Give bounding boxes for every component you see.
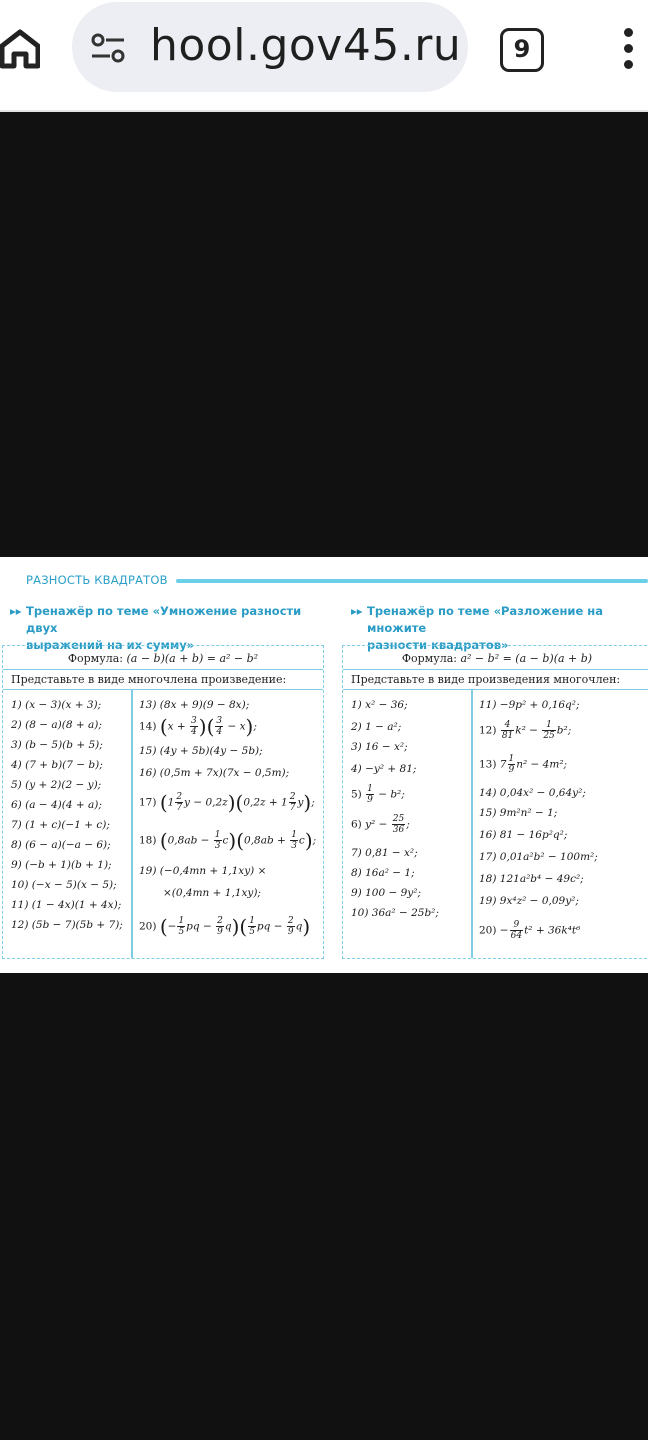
right-heading-line1: Тренажёр по теме «Разложение на множите (367, 604, 603, 635)
list-item: 13) 7 $\frac{1}{9}$ n² − 4m²; (479, 754, 568, 775)
home-icon[interactable] (0, 26, 40, 70)
list-item: 11) (1 − 4x)(1 + 4x); (11, 899, 122, 911)
list-item: 17) (1 $\frac{2}{7}$ y − 0,2z)(0,2z + 1 $\frac{2}{7}$ y); (139, 790, 315, 815)
left-column-divider (131, 690, 133, 958)
list-item: 12) $\frac{4}{81}$ k² − $\frac{1}{25}$ b²; (479, 720, 572, 741)
browser-toolbar (0, 0, 648, 110)
list-item: 14) (x + $\frac{3}{4}$ )( $\frac{3}{4}$ − x); (139, 714, 257, 739)
list-item: 4) (7 + b)(7 − b); (11, 759, 103, 771)
list-item: 18) (0,8ab − $\frac{1}{3}$ c)(0,8ab + $\frac{1}{3}$ c); (139, 828, 317, 853)
more-menu-icon[interactable] (612, 26, 644, 74)
list-item: 3) (b − 5)(b + 5); (11, 739, 103, 751)
list-item: 4) −y² + 81; (351, 763, 417, 775)
list-item: 2) 1 − a²; (351, 721, 402, 733)
list-item: 12) (5b − 7)(5b + 7); (11, 919, 123, 931)
list-item: 6) y² − $\frac{25}{36}$ ; (351, 814, 410, 835)
site-settings-icon[interactable] (90, 32, 126, 64)
left-formula: Формула: (a − b)(a + b) = a² − b² (3, 646, 323, 670)
section-title: РАЗНОСТЬ КВАДРАТОВ (26, 573, 168, 587)
list-item: 9) 100 − 9y²; (351, 887, 421, 899)
right-heading-line2: разности квадратов» (367, 638, 509, 652)
left-exercise-panel (2, 645, 324, 959)
list-item: 15) (4y + 5b)(4y − 5b); (139, 745, 263, 757)
left-heading-line2: выражений на их сумму» (26, 638, 195, 652)
list-item: 17) 0,01a²b² − 100m²; (479, 851, 598, 863)
address-bar[interactable] (72, 2, 468, 92)
textbook-image (0, 557, 648, 973)
list-item: 20) − $\frac{9}{64}$ t² + 36k⁴t⁶ (479, 920, 581, 941)
list-item: 1) (x − 3)(x + 3); (11, 699, 102, 711)
double-arrow-icon: ▸▸ (10, 604, 22, 618)
right-exercise-panel (342, 645, 648, 959)
list-item: 5) $\frac{1}{9}$ − b²; (351, 784, 405, 805)
tabs-icon[interactable] (500, 28, 544, 72)
list-item: 7) 0,81 − x²; (351, 847, 418, 859)
tab-count: 9 (513, 35, 531, 63)
list-item: 19) (−0,4mn + 1,1xy) × (139, 865, 267, 877)
double-arrow-icon: ▸▸ (351, 604, 363, 618)
list-item: 18) 121a²b⁴ − 49c²; (479, 873, 584, 885)
list-item: 8) 16a² − 1; (351, 867, 415, 879)
list-item: 13) (8x + 9)(9 − 8x); (139, 699, 250, 711)
list-item: 3) 16 − x²; (351, 741, 408, 753)
list-item: 10) 36a² − 25b²; (351, 907, 439, 919)
list-item: 5) (y + 2)(2 − y); (11, 779, 102, 791)
left-task: Представьте в виде многочлена произведение: (3, 670, 323, 690)
left-heading-line1: Тренажёр по теме «Умножение разности двух (26, 604, 302, 635)
list-item: 11) −9p² + 0,16q²; (479, 699, 580, 711)
list-item: 16) (0,5m + 7x)(7x − 0,5m); (139, 767, 290, 779)
list-item: 20) (− $\frac{1}{5}$ pq − $\frac{2}{9}$ q)( $\frac{1}{5}$ pq − $\frac{2}{9}$ q) (139, 914, 311, 939)
list-item: 1) x² − 36; (351, 699, 408, 711)
right-column-divider (471, 690, 473, 958)
list-item: 9) (−b + 1)(b + 1); (11, 859, 112, 871)
list-item: 6) (a − 4)(4 + a); (11, 799, 102, 811)
list-item: 19) 9x⁴z² − 0,09y²; (479, 895, 579, 907)
url-text[interactable]: hool.gov45.ru (150, 20, 462, 71)
list-item: 16) 81 − 16p²q²; (479, 829, 568, 841)
list-item: 2) (8 − a)(8 + a); (11, 719, 102, 731)
right-task: Представьте в виде произведения многочлен: (343, 670, 648, 690)
section-rule (176, 579, 648, 583)
right-formula: Формула: a² − b² = (a − b)(a + b) (343, 646, 648, 670)
list-item: 14) 0,04x² − 0,64y²; (479, 787, 586, 799)
toolbar-divider (0, 110, 648, 112)
list-item: 15) 9m²n² − 1; (479, 807, 558, 819)
list-item: ×(0,4mn + 1,1xy); (163, 887, 261, 899)
list-item: 7) (1 + c)(−1 + c); (11, 819, 110, 831)
list-item: 10) (−x − 5)(x − 5); (11, 879, 117, 891)
list-item: 8) (6 − a)(−a − 6); (11, 839, 111, 851)
